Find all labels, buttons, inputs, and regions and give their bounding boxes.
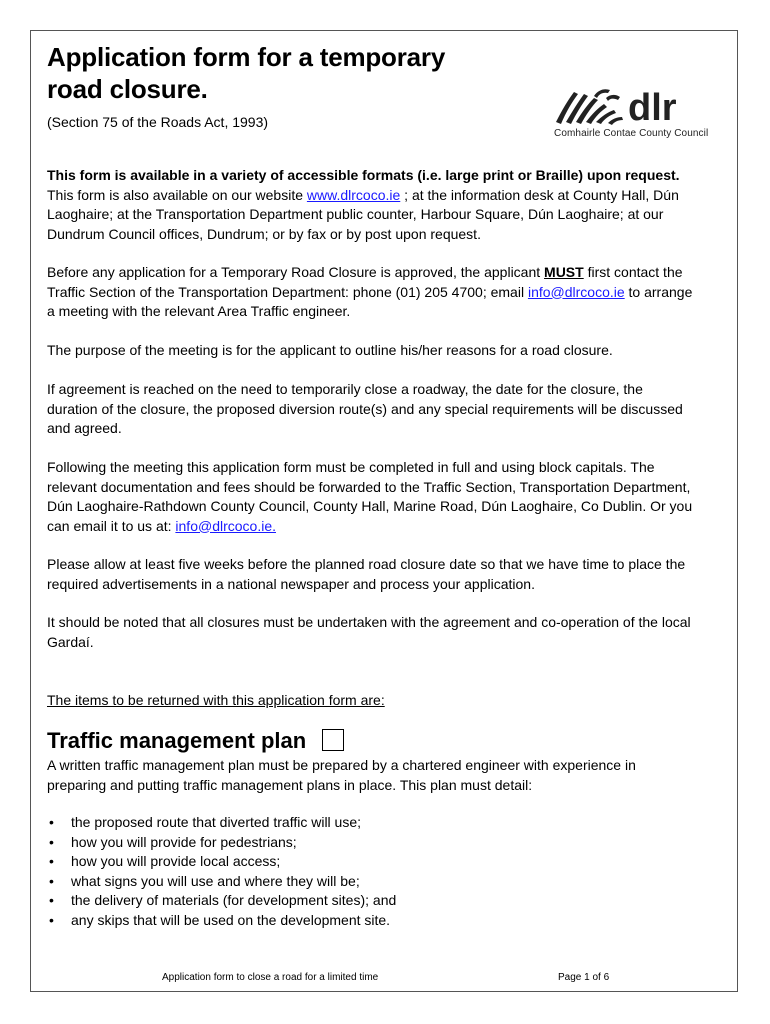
- items-heading: The items to be returned with this application form are:: [47, 692, 385, 708]
- accessibility-bold: This form is available in a variety of accessible formats (i.e. large print or Braille) upon request.: [47, 167, 680, 183]
- purpose-paragraph: The purpose of the meeting is for the applicant to outline his/her reasons for a road closure.: [47, 342, 613, 358]
- traffic-plan-heading: Traffic management plan: [47, 728, 307, 753]
- list-item: • the proposed route that diverted traffic will use;: [47, 813, 396, 833]
- contact-paragraph: [47, 263, 697, 322]
- page-number: Page 1 of 6: [558, 972, 610, 983]
- dlr-logo: [552, 84, 712, 144]
- timing-paragraph: Please allow at least five weeks before the planned road closure date so that we have time to place the required advertisements in a national newspaper and process your application.: [47, 556, 686, 592]
- submission-paragraph: [47, 458, 697, 536]
- list-item: • what signs you will use and where they will be;: [47, 872, 396, 892]
- list-item: • how you will provide for pedestrians;: [47, 833, 396, 853]
- agreement-paragraph: If agreement is reached on the need to temporarily close a roadway, the date for the closure, the duration of the closure, the proposed diversion route(s) and any special requirements will be discussed and agreed.: [47, 381, 683, 436]
- list-item: • any skips that will be used on the development site.: [47, 911, 396, 931]
- footer-title: Application form to close a road for a limited time: [162, 972, 379, 983]
- para1-text-b: ; at the information desk at County Hall, Dún Laoghaire; at the Transportation Department public counter, Harbour Square, Dún Laoghaire; at our Dundrum Council offices, Dundrum; or by fax or by post upon request.: [47, 186, 679, 242]
- para5-text: Following the meeting this application form must be completed in full and using block capitals. The relevant documentation and fees should be forwarded to the Traffic Section, Transportation Department, Dún Laoghaire-Rathdown County Council, County Hall, Marine Road, Dún Laoghaire, Co Dublin. Or you can email it to us at:: [47, 459, 693, 534]
- list-item: • the delivery of materials (for development sites); and: [47, 891, 396, 911]
- page-title: [47, 41, 445, 105]
- must-emphasis: MUST: [544, 264, 584, 280]
- para1-text-a: This form is also available on our website: [47, 186, 307, 203]
- title-line-1: Application form for a temporary: [47, 42, 446, 72]
- title-line-2: road closure.: [47, 74, 208, 104]
- council-name: Comhairle Contae County Council: [554, 128, 709, 139]
- para2-text-c: to arrange a meeting with the relevant Area Traffic engineer.: [47, 283, 693, 319]
- traffic-plan-description: A written traffic management plan must be prepared by a chartered engineer with experience in preparing and putting traffic management plans in place. This plan must detail:: [47, 757, 636, 793]
- logo-wordmark: dlr: [628, 87, 677, 128]
- subtitle: (Section 75 of the Roads Act, 1993): [47, 114, 269, 130]
- para2-text-b: first contact the Traffic Section of the Transportation Department: phone (01) 205 4700; email: [47, 264, 683, 300]
- gardai-paragraph: It should be noted that all closures must be undertaken with the agreement and co-operation of the local Gardaí.: [47, 614, 691, 650]
- email-link[interactable]: info@dlrcoco.ie: [527, 283, 625, 300]
- website-link[interactable]: www.dlrcoco.ie: [306, 186, 401, 203]
- para2-text-a: Before any application for a Temporary Road Closure is approved, the applicant: [47, 264, 545, 280]
- traffic-plan-list: [47, 813, 396, 930]
- list-item: • how you will provide local access;: [47, 852, 396, 872]
- submission-email-link[interactable]: info@dlrcoco.ie.: [175, 517, 276, 534]
- traffic-plan-checkbox[interactable]: [322, 729, 344, 751]
- dlr-waves-logo-icon: [552, 84, 712, 128]
- accessibility-paragraph: [47, 166, 697, 244]
